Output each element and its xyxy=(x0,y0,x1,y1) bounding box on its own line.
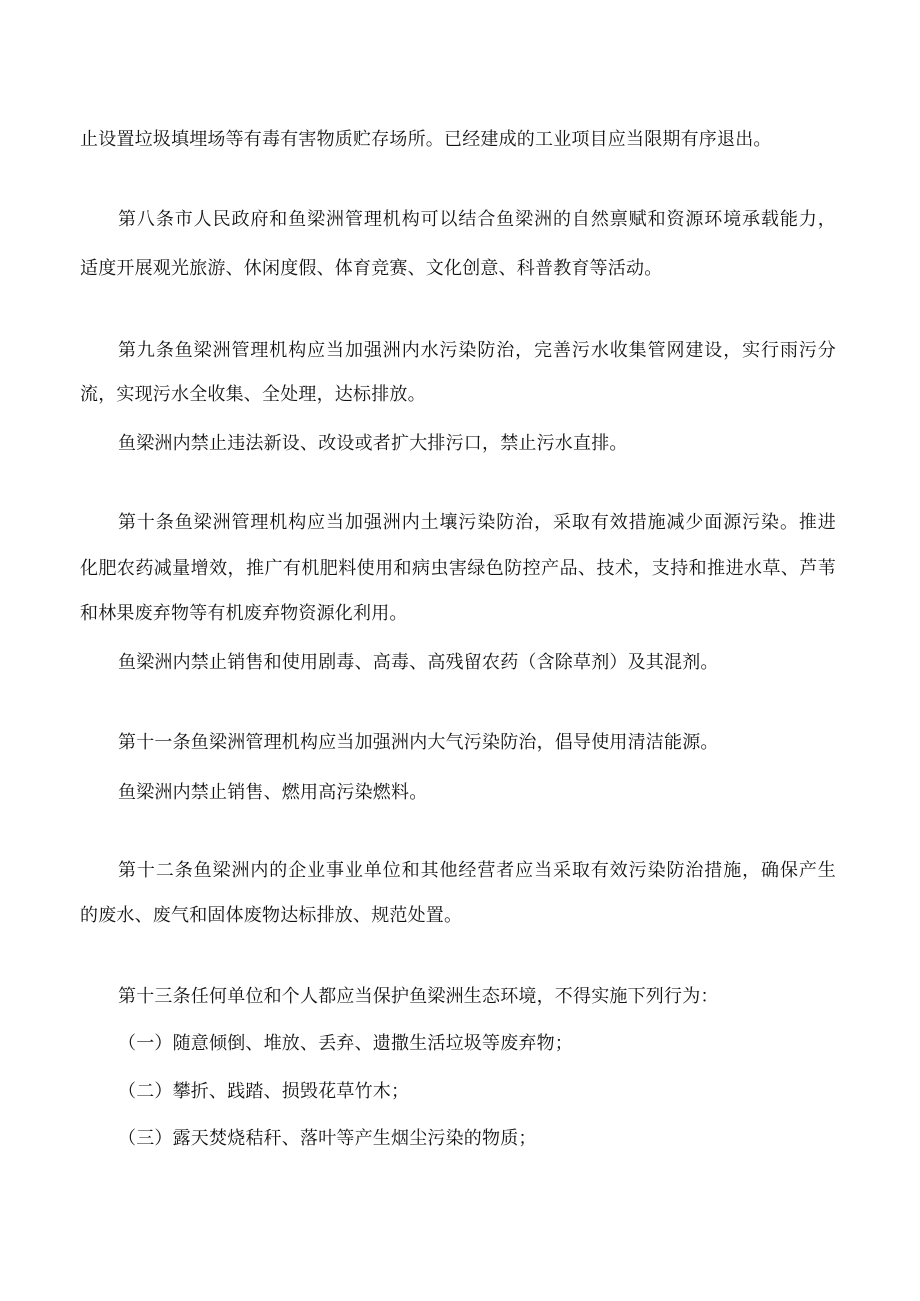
article-9-para-2: 鱼梁洲内禁止违法新设、改设或者扩大排污口，禁止污水直排。 xyxy=(118,433,628,454)
article-8-line-2: 适度开展观光旅游、休闲度假、体育竞赛、文化创意、科普教育等活动。 xyxy=(80,258,663,279)
article-12-line-2: 的废水、废气和固体废物达标排放、规范处置。 xyxy=(80,905,463,926)
article-10-line-2: 化肥农药减量增效，推广有机肥料使用和病虫害绿色防控产品、技术，支持和推进水草、芦苇 xyxy=(80,558,836,579)
article-9-line-1: 第九条鱼梁洲管理机构应当加强洲内水污染防治，完善污水收集管网建设，实行雨污分 xyxy=(118,340,836,361)
article-11-line-1: 第十一条鱼梁洲管理机构应当加强洲内大气污染防治，倡导使用清洁能源。 xyxy=(118,732,719,753)
article-9-line-2: 流，实现污水全收集、全处理，达标排放。 xyxy=(80,384,426,405)
article-11-para-2: 鱼梁洲内禁止销售、燃用高污染燃料。 xyxy=(118,782,428,803)
article-8-line-1: 第八条市人民政府和鱼梁洲管理机构可以结合鱼梁洲的自然禀赋和资源环境承载能力， xyxy=(118,209,836,230)
article-13-item-3: （三）露天焚烧秸秆、落叶等产生烟尘污染的物质； xyxy=(118,1128,537,1149)
article-12-line-1: 第十二条鱼梁洲内的企业事业单位和其他经营者应当采取有效污染防治措施，确保产生 xyxy=(118,860,836,881)
article-13-item-1: （一）随意倾倒、堆放、丢弃、遗撒生活垃圾等废弃物； xyxy=(118,1033,573,1054)
article-10-line-3: 和林果废弃物等有机废弃物资源化利用。 xyxy=(80,603,408,624)
text-line-1: 止设置垃圾填埋场等有毒有害物质贮存场所。已经建成的工业项目应当限期有序退出。 xyxy=(80,129,772,150)
article-13-item-2: （二）攀折、践踏、损毁花草竹木； xyxy=(118,1081,410,1102)
article-10-para-2: 鱼梁洲内禁止销售和使用剧毒、高毒、高残留农药（含除草剂）及其混剂。 xyxy=(118,652,719,673)
article-13-line-1: 第十三条任何单位和个人都应当保护鱼梁洲生态环境，不得实施下列行为： xyxy=(118,986,719,1007)
article-10-line-1: 第十条鱼梁洲管理机构应当加强洲内土壤污染防治，采取有效措施减少面源污染。推进 xyxy=(118,512,836,533)
